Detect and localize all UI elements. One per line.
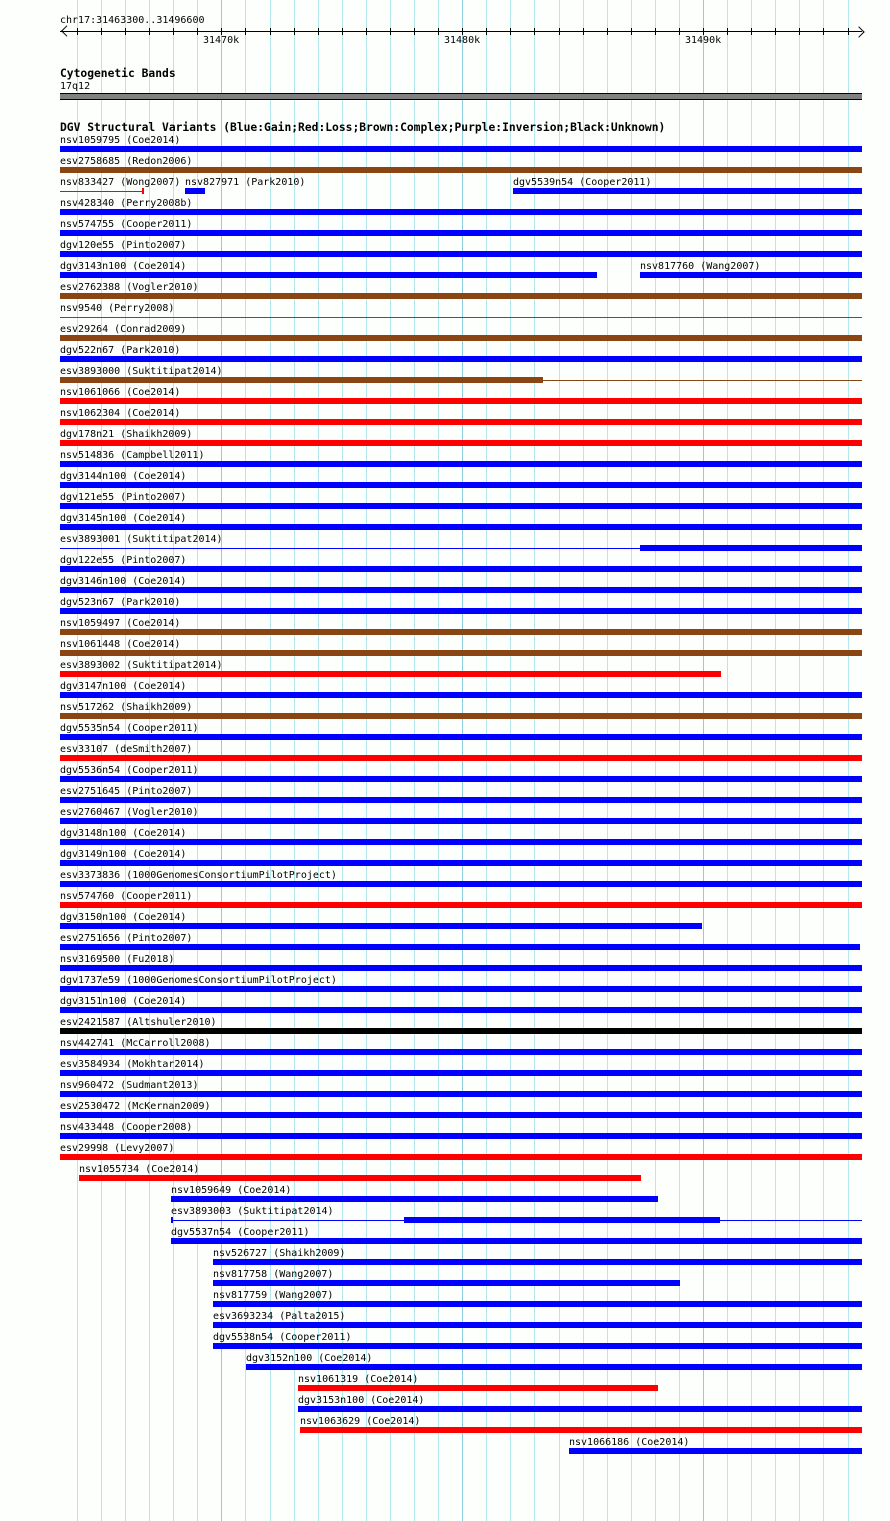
ruler-tick <box>703 28 704 35</box>
ruler-tick <box>751 28 752 35</box>
variant-bar[interactable] <box>60 293 862 299</box>
variant-bar[interactable] <box>60 608 862 614</box>
variant-label[interactable]: nsv428340 (Perry2008b) <box>60 198 193 209</box>
ruler-tick <box>679 28 680 35</box>
variant-bar[interactable] <box>298 1406 862 1412</box>
variant-bar[interactable] <box>60 230 862 236</box>
ruler-tick <box>631 28 632 35</box>
ruler-tick <box>342 28 343 35</box>
variant-bar[interactable] <box>60 986 862 992</box>
variant-bar[interactable] <box>60 1070 862 1076</box>
variant-label[interactable]: esv2760467 (Vogler2010) <box>60 807 199 818</box>
ruler-tick <box>245 28 246 35</box>
variant-bar[interactable] <box>60 1091 862 1097</box>
variant-label[interactable]: esv3893003 (Suktitipat2014) <box>171 1206 334 1217</box>
variant-bar[interactable] <box>142 188 144 194</box>
variant-label[interactable]: nsv817760 (Wang2007) <box>640 261 761 272</box>
variant-bar[interactable] <box>60 818 862 824</box>
variant-bar[interactable] <box>60 692 862 698</box>
variant-label[interactable]: nsv1061448 (Coe2014) <box>60 639 181 650</box>
variant-bar[interactable] <box>60 1007 862 1013</box>
variant-label[interactable]: dgv3146n100 (Coe2014) <box>60 576 187 587</box>
variant-bar[interactable] <box>60 209 862 215</box>
variant-label[interactable]: nsv817758 (Wang2007) <box>213 1269 334 1280</box>
variant-bar[interactable] <box>60 167 862 173</box>
variant-bar[interactable] <box>60 251 862 257</box>
variant-label[interactable]: nsv1055734 (Coe2014) <box>79 1164 200 1175</box>
variant-label[interactable]: dgv121e55 (Pinto2007) <box>60 492 187 503</box>
variant-bar[interactable] <box>60 566 862 572</box>
variant-bar[interactable] <box>60 146 862 152</box>
variant-label[interactable]: nsv433448 (Cooper2008) <box>60 1122 193 1133</box>
variant-bar[interactable] <box>60 881 862 887</box>
ruler-tick <box>125 28 126 35</box>
variant-label[interactable]: dgv5538n54 (Cooper2011) <box>213 1332 352 1343</box>
variant-bar[interactable] <box>640 545 862 551</box>
ruler-tick <box>727 28 728 35</box>
ruler-tick <box>438 28 439 35</box>
variant-label[interactable]: dgv3152n100 (Coe2014) <box>246 1353 373 1364</box>
ruler-axis-line <box>60 31 862 32</box>
variant-label[interactable]: nsv442741 (McCarroll2008) <box>60 1038 211 1049</box>
variant-label[interactable]: esv29264 (Conrad2009) <box>60 324 187 335</box>
ruler-tick <box>559 28 560 35</box>
variant-bar[interactable] <box>60 461 862 467</box>
dgv-track-title: DGV Structural Variants (Blue:Gain;Red:Loss;Brown:Complex;Purple:Inversion;Black:Unknown) <box>60 121 666 134</box>
ruler-tick <box>462 28 463 35</box>
variant-label[interactable]: nsv3169500 (Fu2018) <box>60 954 175 965</box>
variant-label[interactable]: dgv5539n54 (Cooper2011) <box>513 177 652 188</box>
ruler-tick-label: 31470k <box>203 35 240 46</box>
variant-label[interactable]: dgv3148n100 (Coe2014) <box>60 828 187 839</box>
variant-bar[interactable] <box>60 797 862 803</box>
cytogenetic-bands-title: Cytogenetic Bands <box>60 67 176 80</box>
variant-label[interactable]: dgv3147n100 (Coe2014) <box>60 681 187 692</box>
variant-label[interactable]: nsv833427 (Wong2007) <box>60 177 181 188</box>
variant-label[interactable]: esv3693234 (Palta2015) <box>213 1311 346 1322</box>
variant-bar[interactable] <box>300 1427 862 1433</box>
variant-bar[interactable] <box>60 839 862 845</box>
variant-label[interactable]: dgv5535n54 (Cooper2011) <box>60 723 199 734</box>
ruler-tick <box>101 28 102 35</box>
variant-label[interactable]: dgv5536n54 (Cooper2011) <box>60 765 199 776</box>
ruler-tick <box>799 28 800 35</box>
variant-label[interactable]: nsv1061066 (Coe2014) <box>60 387 181 398</box>
variant-bar[interactable] <box>569 1448 862 1454</box>
arrow-right-icon <box>853 26 864 37</box>
ruler-tick <box>607 28 608 35</box>
variant-bar[interactable] <box>60 377 543 383</box>
variant-bar[interactable] <box>213 1259 862 1265</box>
variant-bar[interactable] <box>60 1154 862 1160</box>
variant-bar[interactable] <box>60 1112 862 1118</box>
ruler-tick <box>270 28 271 35</box>
variant-bar[interactable] <box>60 587 862 593</box>
variant-label[interactable]: nsv960472 (Sudmant2013) <box>60 1080 199 1091</box>
variant-bar[interactable] <box>60 419 862 425</box>
cytoband-label: 17q12 <box>60 81 91 92</box>
ruler-tick-label: 31490k <box>685 35 722 46</box>
variant-label[interactable]: dgv3144n100 (Coe2014) <box>60 471 187 482</box>
ruler-tick <box>221 28 222 35</box>
variant-bar[interactable] <box>60 860 862 866</box>
variant-bar[interactable] <box>60 944 860 950</box>
variant-label[interactable]: esv2530472 (McKernan2009) <box>60 1101 211 1112</box>
variant-bar[interactable] <box>60 629 862 635</box>
variant-bar[interactable] <box>60 356 862 362</box>
variant-label[interactable]: esv3373836 (1000GenomesConsortiumPilotProject) <box>60 870 337 881</box>
variant-span-line[interactable] <box>60 191 143 192</box>
ruler-tick <box>583 28 584 35</box>
variant-bar[interactable] <box>213 1280 680 1286</box>
variant-label[interactable]: nsv827971 (Park2010) <box>185 177 306 188</box>
ruler-tick <box>390 28 391 35</box>
variant-bar[interactable] <box>513 188 862 194</box>
ruler-tick <box>848 28 849 35</box>
variant-label[interactable]: dgv3145n100 (Coe2014) <box>60 513 187 524</box>
variant-bar[interactable] <box>60 1028 862 1034</box>
ruler-tick <box>197 28 198 35</box>
variant-bar[interactable] <box>60 1049 862 1055</box>
variant-bar[interactable] <box>60 902 862 908</box>
variant-label[interactable]: dgv3149n100 (Coe2014) <box>60 849 187 860</box>
variant-label[interactable]: nsv1059795 (Coe2014) <box>60 135 181 146</box>
variant-bar[interactable] <box>79 1175 641 1181</box>
ruler-tick <box>534 28 535 35</box>
variant-bar[interactable] <box>213 1301 862 1307</box>
variant-label[interactable]: esv29998 (Levy2007) <box>60 1143 175 1154</box>
variant-label[interactable]: nsv817759 (Wang2007) <box>213 1290 334 1301</box>
variant-bar[interactable] <box>213 1343 862 1349</box>
variant-bar[interactable] <box>185 188 205 194</box>
variant-label[interactable]: dgv178n21 (Shaikh2009) <box>60 429 193 440</box>
variant-label[interactable]: esv2751645 (Pinto2007) <box>60 786 193 797</box>
variant-bar[interactable] <box>246 1364 862 1370</box>
variant-label[interactable]: esv2758685 (Redon2006) <box>60 156 193 167</box>
variant-label[interactable]: dgv120e55 (Pinto2007) <box>60 240 187 251</box>
variant-bar[interactable] <box>640 272 862 278</box>
variant-label[interactable]: esv33107 (deSmith2007) <box>60 744 193 755</box>
cytoband-bar[interactable] <box>60 93 862 100</box>
variant-bar[interactable] <box>60 272 597 278</box>
variant-label[interactable]: nsv526727 (Shaikh2009) <box>213 1248 346 1259</box>
variant-bar[interactable] <box>60 734 862 740</box>
variant-label[interactable]: esv3893001 (Suktitipat2014) <box>60 534 223 545</box>
variant-bar[interactable] <box>171 1238 862 1244</box>
variant-label[interactable]: dgv3143n100 (Coe2014) <box>60 261 187 272</box>
variant-bar[interactable] <box>298 1385 658 1391</box>
variant-label[interactable]: dgv3151n100 (Coe2014) <box>60 996 187 1007</box>
variant-label[interactable]: nsv1059497 (Coe2014) <box>60 618 181 629</box>
ruler-tick <box>173 28 174 35</box>
variant-label[interactable]: dgv522n67 (Park2010) <box>60 345 181 356</box>
ruler-tick <box>486 28 487 35</box>
variant-span-line[interactable] <box>60 317 862 318</box>
variant-label[interactable]: nsv1063629 (Coe2014) <box>300 1416 421 1427</box>
variant-bar[interactable] <box>171 1196 658 1202</box>
variant-bar[interactable] <box>60 755 862 761</box>
ruler-tick <box>318 28 319 35</box>
variant-bar[interactable] <box>60 524 862 530</box>
ruler-tick <box>149 28 150 35</box>
ruler-tick-label: 31480k <box>444 35 481 46</box>
ruler-tick <box>414 28 415 35</box>
variant-bar[interactable] <box>60 923 702 929</box>
variant-bar[interactable] <box>60 335 862 341</box>
variant-bar[interactable] <box>404 1217 720 1223</box>
variant-label[interactable]: dgv5537n54 (Cooper2011) <box>171 1227 310 1238</box>
ruler-tick <box>823 28 824 35</box>
variant-bar[interactable] <box>60 398 862 404</box>
variant-bar[interactable] <box>60 1133 862 1139</box>
ruler-tick <box>510 28 511 35</box>
variant-label[interactable]: nsv574760 (Cooper2011) <box>60 891 193 902</box>
variant-label[interactable]: dgv3153n100 (Coe2014) <box>298 1395 425 1406</box>
variant-bar[interactable] <box>213 1322 862 1328</box>
variant-bar[interactable] <box>60 671 721 677</box>
ruler-tick <box>366 28 367 35</box>
variant-bar[interactable] <box>60 776 862 782</box>
variant-label[interactable]: nsv1066186 (Coe2014) <box>569 1437 690 1448</box>
variant-label[interactable]: esv2762388 (Vogler2010) <box>60 282 199 293</box>
variant-label[interactable]: nsv9540 (Perry2008) <box>60 303 175 314</box>
variant-label[interactable]: esv3893000 (Suktitipat2014) <box>60 366 223 377</box>
ruler-tick <box>77 28 78 35</box>
variant-label[interactable]: dgv122e55 (Pinto2007) <box>60 555 187 566</box>
ruler-tick <box>655 28 656 35</box>
variant-label[interactable]: esv2751656 (Pinto2007) <box>60 933 193 944</box>
variant-bar[interactable] <box>60 650 862 656</box>
variant-bar[interactable] <box>171 1217 173 1223</box>
variant-bar[interactable] <box>60 440 862 446</box>
variant-bar[interactable] <box>60 482 862 488</box>
variant-label[interactable]: dgv523n67 (Park2010) <box>60 597 181 608</box>
variant-bar[interactable] <box>60 503 862 509</box>
ruler-tick <box>775 28 776 35</box>
variant-label[interactable]: dgv1737e59 (1000GenomesConsortiumPilotProject) <box>60 975 337 986</box>
variant-label[interactable]: nsv1061319 (Coe2014) <box>298 1374 419 1385</box>
variant-label[interactable]: esv2421587 (Altshuler2010) <box>60 1017 217 1028</box>
variant-label[interactable]: esv3584934 (Mokhtar2014) <box>60 1059 205 1070</box>
arrow-left-icon <box>61 25 72 36</box>
ruler-tick <box>294 28 295 35</box>
variant-label[interactable]: nsv517262 (Shaikh2009) <box>60 702 193 713</box>
region-label: chr17:31463300..31496600 <box>60 15 205 26</box>
variant-bar[interactable] <box>60 713 862 719</box>
variant-label[interactable]: nsv574755 (Cooper2011) <box>60 219 193 230</box>
variant-label[interactable]: dgv3150n100 (Coe2014) <box>60 912 187 923</box>
variant-label[interactable]: esv3893002 (Suktitipat2014) <box>60 660 223 671</box>
variant-label[interactable]: nsv514836 (Campbell2011) <box>60 450 205 461</box>
variant-label[interactable]: nsv1059649 (Coe2014) <box>171 1185 292 1196</box>
variant-bar[interactable] <box>60 965 862 971</box>
variant-label[interactable]: nsv1062304 (Coe2014) <box>60 408 181 419</box>
